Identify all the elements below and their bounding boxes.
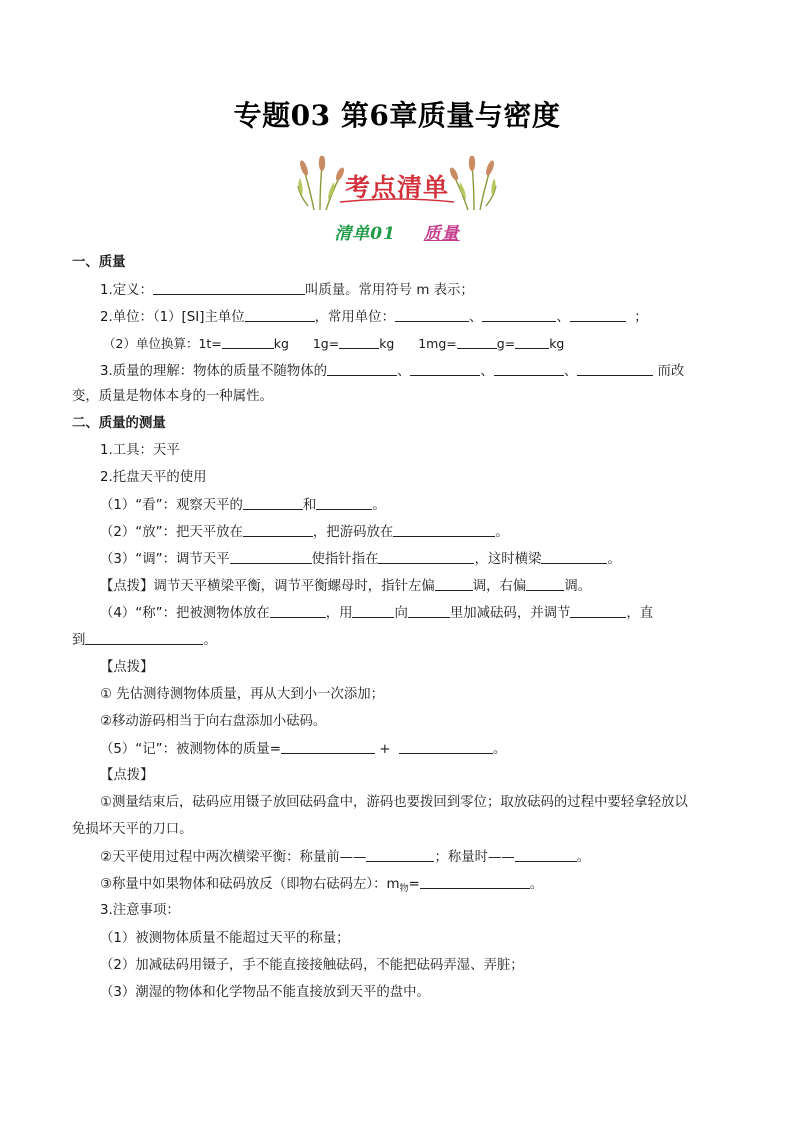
step-weigh-text-6: 到 [72, 633, 86, 648]
notes-heading: 3.注意事项： [100, 903, 180, 918]
unit-kg: kg [273, 336, 289, 351]
understanding-line [100, 361, 760, 382]
section-heading-mass: 一、质量 [72, 255, 126, 270]
conversion-label: （2）单位换算：1t= [103, 336, 222, 351]
tip-balance-text: 【点拨】调节天平横梁平衡，调节平衡螺母时，指针左偏 [100, 579, 435, 594]
blank [570, 603, 626, 618]
blank [577, 361, 653, 376]
step-adjust-text-3: ，这时横梁 [474, 552, 542, 567]
blank [410, 361, 480, 376]
step-weigh-line [100, 603, 760, 624]
tip-two-balance-line [100, 847, 760, 868]
blank [541, 549, 607, 564]
unit-text: ，常用单位： [314, 310, 395, 325]
tool-line: 1.工具：天平 [100, 443, 180, 458]
unit-kg: kg [549, 336, 565, 351]
separator: 、 [397, 364, 411, 379]
tip-finish-line-2: 免损坏天平的刀口。 [72, 822, 193, 837]
step-record-line [100, 739, 760, 760]
equals-sign: = [408, 877, 420, 892]
list-subheading [0, 219, 794, 244]
line-end: 。 [203, 633, 217, 648]
conversion-line [103, 334, 763, 354]
balance-use-line: 2.托盘天平的使用 [100, 470, 207, 485]
plus-sign: + [379, 742, 391, 757]
blank [352, 603, 394, 618]
tip-two-balance-text-2: ；称量时—— [434, 850, 515, 865]
line-end: 。 [372, 498, 386, 513]
blank [243, 495, 303, 510]
tip-two-balance-text: ②天平使用过程中两次横梁平衡：称量前—— [100, 850, 367, 865]
tip-label: 【点拨】 [100, 660, 154, 675]
note-1: （1）被测物体质量不能超过天平的称量； [100, 931, 350, 946]
unit-kg: kg [379, 336, 395, 351]
note-3: （3）潮湿的物体和化学物品不能直接放到天平的盘中。 [100, 985, 430, 1000]
blank [457, 334, 497, 349]
blank [395, 307, 469, 322]
line-end: 。 [495, 525, 509, 540]
line-end: 。 [492, 742, 507, 757]
blank [245, 307, 315, 322]
blank [222, 334, 274, 349]
step-look-line [100, 495, 760, 516]
subheading-prefix: 清单01 [334, 224, 396, 244]
step-weigh-text-2: ，用 [325, 606, 353, 621]
blank [435, 576, 473, 591]
conversion-mg: 1mg= [418, 336, 457, 351]
blank [526, 576, 564, 591]
tip-balance-line [100, 576, 760, 597]
blank [393, 522, 495, 537]
tip-rider-line: ②移动游码相当于向右盘添加小砝码。 [100, 714, 327, 729]
subscript-object: 物 [399, 884, 409, 894]
separator: 、 [480, 364, 494, 379]
section-heading-measure: 二、质量的测量 [72, 416, 166, 431]
subheading-topic: 质量 [423, 224, 460, 244]
line-end: 。 [529, 877, 544, 892]
tip-label-2: 【点拨】 [100, 768, 154, 783]
definition-text: 叫质量。常用符号 m 表示； [304, 283, 474, 298]
step-adjust-text-2: 使指针指在 [311, 552, 379, 567]
blank [515, 847, 577, 862]
step-place-line [100, 522, 760, 543]
step-adjust-text: （3）“调”：调节天平 [100, 552, 230, 567]
note-2: （2）加减砝码用镊子，手不能直接接触砝码，不能把砝码弄湿、弄脏； [100, 958, 524, 973]
step-weigh-text-5: ，直 [626, 606, 654, 621]
banner-title: 考点清单 [344, 173, 449, 202]
unit-g: g= [496, 336, 516, 351]
blank [327, 361, 397, 376]
tip-balance-text-2: 调，右偏 [472, 579, 527, 594]
blank [515, 334, 549, 349]
step-weigh-text-3: 向 [394, 606, 408, 621]
blank [339, 334, 379, 349]
blank [494, 361, 564, 376]
step-adjust-line [100, 549, 760, 570]
line-end: 。 [576, 850, 591, 865]
page-title: 专题03 第6章质量与密度 [233, 99, 561, 132]
section-banner [296, 156, 498, 212]
step-look-text: （1）“看”：观察天平的 [100, 498, 243, 513]
separator: 、 [556, 310, 570, 325]
blank [316, 495, 372, 510]
tip-finish-line: ①测量结束后，砝码应用镊子放回砝码盒中，游码也要拨回到零位；取放砝码的过程中要轻拿轻放以 [100, 795, 688, 810]
step-weigh-text-4: 里加减砝码，并调节 [449, 606, 571, 621]
tip-balance-text-3: 调。 [564, 579, 592, 594]
blank [378, 549, 474, 564]
unit-label: 2.单位：（1）[SI]主单位 [100, 310, 245, 325]
unit-line [100, 307, 760, 328]
step-place-text-2: ，把游码放在 [312, 525, 394, 540]
definition-label: 1.定义： [100, 283, 153, 298]
line-end: 。 [607, 552, 621, 567]
blank [270, 603, 326, 618]
tip-reversed-line [100, 874, 760, 899]
conjunction: 和 [302, 498, 317, 513]
separator: 、 [563, 364, 578, 379]
blank [420, 874, 530, 889]
understanding-text: 3.质量的理解：物体的质量不随物体的 [100, 364, 328, 379]
tip-reversed-text: ③称量中如果物体和砝码放反（即物右砝码左）：m [100, 877, 400, 892]
understanding-continued: 而改 [657, 364, 685, 379]
blank [366, 847, 434, 862]
blank [85, 630, 203, 645]
definition-line [100, 280, 760, 301]
understanding-line-2: 变，质量是物体本身的一种属性。 [72, 389, 273, 404]
step-record-text: （5）“记”：被测物体的质量= [100, 742, 281, 757]
blank [408, 603, 450, 618]
blank [243, 522, 313, 537]
blank [230, 549, 312, 564]
blank [399, 739, 493, 754]
blank [482, 307, 556, 322]
blank [281, 739, 375, 754]
blank [570, 307, 626, 322]
line-end: ； [634, 310, 648, 325]
separator: 、 [468, 310, 483, 325]
tip-estimate-line: ① 先估测待测物体质量，再从大到小一次添加； [100, 687, 385, 702]
step-weigh-line-2 [72, 630, 732, 651]
step-weigh-text: （4）“称”：把被测物体放在 [100, 606, 270, 621]
conversion-g: 1g= [312, 336, 340, 351]
blank [153, 280, 305, 295]
step-place-text: （2）“放”：把天平放在 [100, 525, 243, 540]
